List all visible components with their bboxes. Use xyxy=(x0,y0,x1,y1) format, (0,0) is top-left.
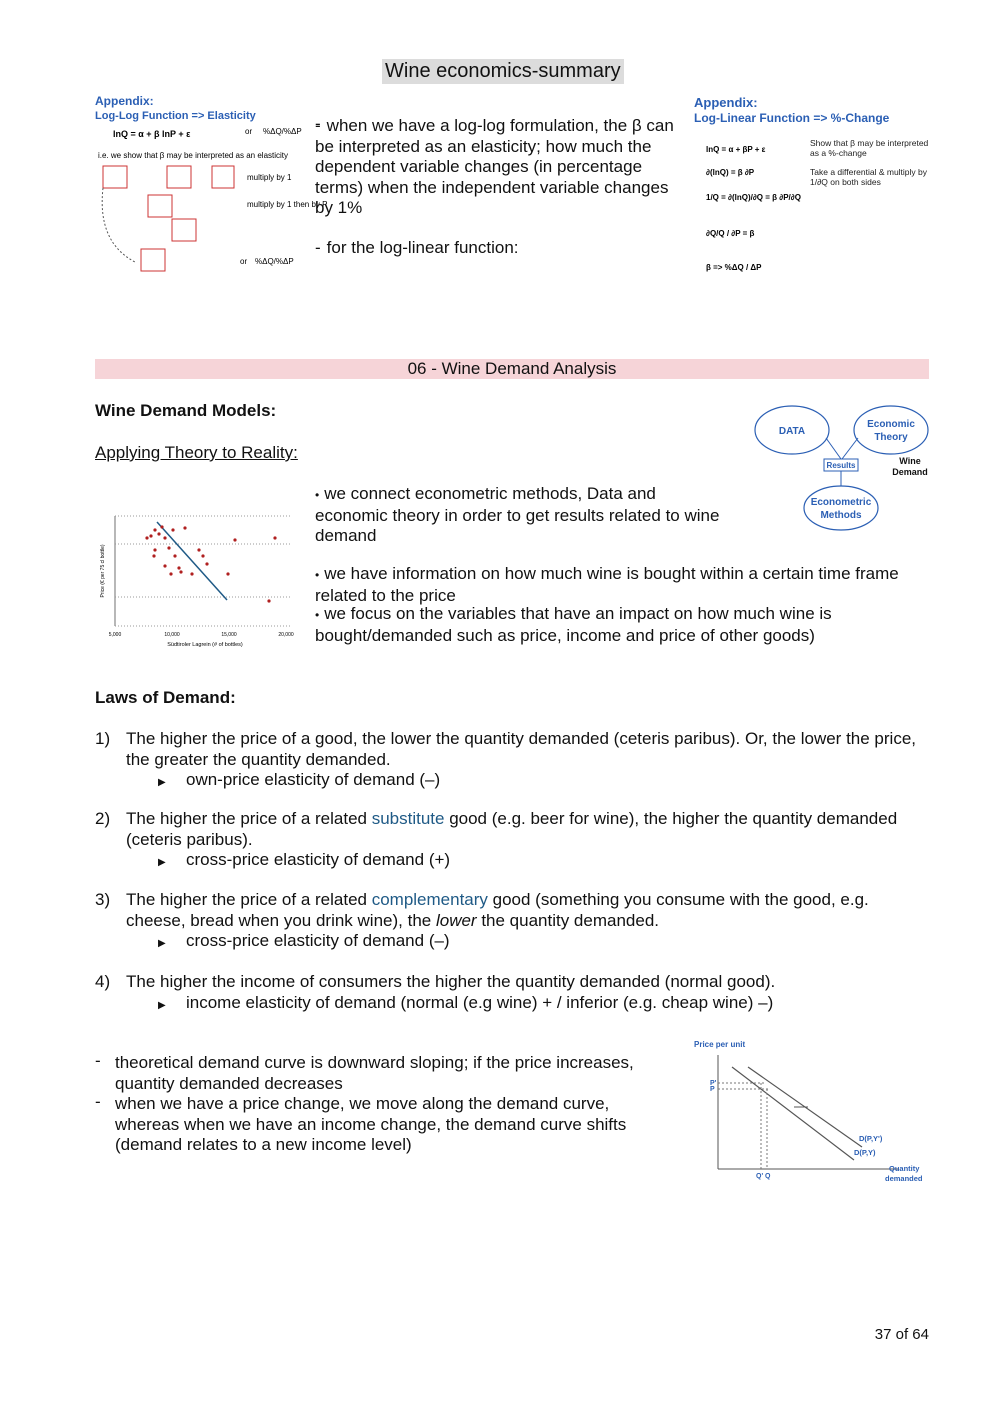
graph-curve-1: D(P,Y') xyxy=(859,1134,883,1143)
graph-ylabel: Price per unit xyxy=(694,1040,746,1049)
page-number: 37 of 64 xyxy=(874,1326,929,1343)
law-1-sub: own-price elasticity of demand (–) xyxy=(186,770,441,789)
appendix-left-pct1: %ΔQ/%ΔP xyxy=(263,127,302,136)
scatter-ylabel: Price (€ per 75 cl bottle) xyxy=(100,544,106,598)
law-2-number: 2) xyxy=(95,809,111,828)
diagram-wine-1: Wine xyxy=(899,456,921,466)
diagram-economic-2: Theory xyxy=(874,432,908,443)
appendix-right-eq5: β => %ΔQ / ΔP xyxy=(706,263,762,272)
appendix-left-subheading: Log-Log Function => Elasticity xyxy=(95,110,256,122)
page-title: Wine economics-summary xyxy=(382,59,624,84)
laws-heading: Laws of Demand: xyxy=(95,688,236,707)
law-2: 2) The higher the price of a related substitute good (e.g. beer for wine), the higher the quantity demanded (ceteris paribus). ▶ cross-price elasticity of demand (+) xyxy=(95,809,926,871)
scatter-xtick-4: 20,000 xyxy=(278,632,294,638)
diagram-econometric-2: Methods xyxy=(820,510,862,521)
appendix-left-eq1: lnQ = α + β lnP + ε xyxy=(113,129,191,139)
appendix-right-eq1: lnQ = α + βP + ε xyxy=(706,145,766,154)
appendix-log-log-figure xyxy=(95,92,328,282)
appendix-left-heading: Appendix: xyxy=(95,94,154,108)
data-theory-methods-diagram xyxy=(754,404,932,532)
appendix-right-eq3: 1/Q = ∂(lnQ)/∂Q = β ∂P/∂Q xyxy=(706,193,801,202)
curve-point-2: - when we have a price change, we move along the demand curve, whereas when we have an income change, the demand curve shifts (demand relates to a new income level) xyxy=(95,1094,665,1156)
scatter-points xyxy=(145,525,276,602)
bullet-3: • we focus on the variables that have an impact on how much wine is bought/demanded such as price, income and price of other goods) xyxy=(315,604,832,645)
appendix-right-eq4: ∂Q/Q / ∂P = β xyxy=(706,229,755,238)
graph-p: P xyxy=(710,1086,715,1093)
diagram-economic-1: Economic xyxy=(867,419,915,430)
law-3-number: 3) xyxy=(95,890,111,909)
graph-xlabel-2: demanded xyxy=(885,1174,923,1183)
applying-heading: Applying Theory to Reality: xyxy=(95,443,298,462)
intro-point-1: - - when we have a log-log formulation, the β can be interpreted as an elasticity; how much the dependent variable changes (in percentage terms) when the independent variable changes by 1% xyxy=(315,116,675,219)
appendix-right-eq2: ∂(lnQ) = β ∂P xyxy=(706,168,755,177)
law-3: 3) The higher the price of a related complementary good (something you consume with the good, e.g. cheese, bread when you drink wine), the lower the quantity demanded. ▶ cross-price elasticity of demand (–) xyxy=(95,890,926,952)
scatter-plot xyxy=(95,508,295,650)
law-4-sub: income elasticity of demand (normal (e.g wine) + / inferior (e.g. cheap wine) –) xyxy=(186,992,774,1012)
law-4: 4) The higher the income of consumers the higher the quantity demanded (normal good). ▶ income elasticity of demand (normal (e.g wine) + / inferior (e.g. cheap wine) –) xyxy=(95,972,926,1013)
law-4-number: 4) xyxy=(95,972,111,991)
curve-point-1: - theoretical demand curve is downward sloping; if the price increases, quantity demanded decreases xyxy=(95,1053,665,1094)
section-title: 06 - Wine Demand Analysis xyxy=(95,359,929,379)
law-1-text: The higher the price of a good, the lower the quantity demanded (ceteris paribus). Or, the lower the price, the greater the quantity demanded. xyxy=(126,729,916,769)
diagram-wine-2: Demand xyxy=(892,467,928,477)
law-3-sub: cross-price elasticity of demand (–) xyxy=(186,931,450,950)
bullet-2: • we have information on how much wine is bought within a certain time frame related to the price xyxy=(315,564,899,605)
demand-models-heading: Wine Demand Models: xyxy=(95,401,277,420)
graph-p-prime: P' xyxy=(710,1080,717,1087)
graph-xlabel-1: Quantity xyxy=(889,1164,920,1173)
scatter-xlabel: Südtiroler Lagrein (# of bottles) xyxy=(167,642,243,648)
law-3-text: The higher the price of a related complementary good (something you consume with the good, e.g. cheese, bread when you drink wine), the lower the quantity demanded. xyxy=(126,890,869,930)
graph-curve-2: D(P,Y) xyxy=(854,1148,876,1157)
appendix-right-heading: Appendix: xyxy=(694,95,758,110)
diagram-econometric-1: Econometric xyxy=(810,497,872,508)
diagram-results: Results xyxy=(826,461,856,470)
bullet-1: • we connect econometric methods, Data and economic theory in order to get results related to wine demand xyxy=(315,484,720,545)
law-2-text: The higher the price of a related substitute good (e.g. beer for wine), the higher the quantity demanded (ceteris paribus). xyxy=(126,809,898,849)
appendix-left-mult2: multiply by 1 then by P xyxy=(247,200,328,209)
intro-point-2: - for the log-linear function: xyxy=(315,238,519,257)
appendix-left-or2: or xyxy=(240,257,248,266)
appendix-left-mult1: multiply by 1 xyxy=(247,173,292,182)
scatter-xtick-3: 15,000 xyxy=(221,632,237,638)
law-1-number: 1) xyxy=(95,729,111,748)
appendix-left-or1: or xyxy=(245,127,253,136)
appendix-right-note2: Take a differential & multiply by 1/∂Q on both sides xyxy=(810,167,928,187)
graph-q-labels: Q' Q xyxy=(756,1173,771,1180)
appendix-right-note1: Show that β may be interpreted as a %-change xyxy=(810,138,929,158)
scatter-xtick-2: 10,000 xyxy=(164,632,180,638)
law-1: 1) The higher the price of a good, the lower the quantity demanded (ceteris paribus). Or, the lower the price, the greater the quantity demanded. ▶ own-price elasticity of demand (–) xyxy=(95,729,926,791)
appendix-log-linear-figure xyxy=(694,92,934,282)
demand-curve-graph xyxy=(694,1037,934,1187)
diagram-data: DATA xyxy=(778,426,806,437)
appendix-left-pct2: %ΔQ/%ΔP xyxy=(255,257,294,266)
law-2-sub: cross-price elasticity of demand (+) xyxy=(186,850,451,869)
appendix-right-subheading: Log-Linear Function => %-Change xyxy=(694,111,890,125)
appendix-left-note: i.e. we show that β may be interpreted as an elasticity xyxy=(98,151,289,160)
scatter-xtick-1: 5,000 xyxy=(108,632,122,638)
law-4-text: The higher the income of consumers the higher the quantity demanded (normal good). xyxy=(126,972,776,991)
